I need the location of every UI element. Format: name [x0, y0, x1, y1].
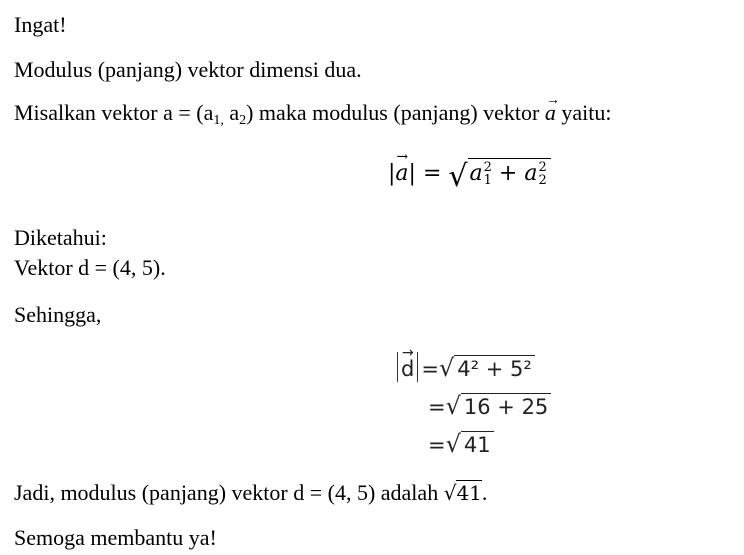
- conclusion-body: Jadi, modulus (panjang) vektor d = (4, 5) adalah: [14, 480, 444, 505]
- conclusion-end: .: [481, 480, 488, 505]
- definition-suffix: ) maka modulus (panjang) vektor: [246, 100, 545, 125]
- calc-step-1: [394, 352, 535, 382]
- conclusion-text: [14, 480, 487, 506]
- calc-eq-3: =: [428, 433, 446, 457]
- calc-eq-2: =: [428, 395, 446, 419]
- definition-end: yaitu:: [555, 100, 612, 125]
- formula-equals: =: [422, 161, 442, 186]
- term-1: a: [469, 161, 483, 186]
- sqrt-icon: √: [443, 481, 457, 505]
- term-2: a: [524, 161, 538, 186]
- known-label: Diketahui:: [14, 225, 107, 250]
- calc-radicand-1: 4² + 5²: [454, 355, 535, 381]
- plus: +: [498, 161, 518, 186]
- known-value: Vektor d = (4, 5).: [14, 255, 166, 280]
- power-2: 2: [538, 160, 547, 175]
- calc-step-2: [428, 392, 551, 420]
- index-1: 1: [483, 173, 492, 188]
- conclusion-root: 41: [456, 481, 482, 505]
- formula-radicand: [468, 158, 551, 187]
- sqrt-icon: √: [445, 392, 461, 420]
- power-1: 2: [483, 160, 492, 175]
- topic-text: Modulus (panjang) vektor dimensi dua.: [14, 57, 362, 82]
- index-2: 2: [538, 173, 547, 188]
- calc-eq-1: =: [421, 357, 439, 381]
- calc-vector: → d: [401, 357, 414, 381]
- vector-a: → a: [545, 100, 556, 126]
- formula-vector: → a: [395, 161, 408, 186]
- therefore-text: Sehingga,: [14, 302, 102, 327]
- subscript-2: 2: [239, 113, 247, 128]
- sqrt-icon: √: [445, 430, 461, 458]
- calc-radicand-2: 16 + 25: [461, 393, 551, 419]
- intro-text: Ingat!: [14, 12, 67, 37]
- modulus-formula: |→ a| = √a 2 1 + a 2 2: [388, 158, 551, 194]
- definition-text: [14, 100, 611, 134]
- subscript-1: 1,: [213, 113, 224, 128]
- sqrt-icon: √: [438, 354, 455, 382]
- sqrt-icon: √: [448, 159, 468, 194]
- definition-prefix: Misalkan vektor a = (a: [14, 100, 214, 125]
- closing-text: Semoga membantu ya!: [14, 525, 217, 550]
- definition-mid: a: [223, 100, 240, 125]
- calc-radicand-3: 41: [461, 431, 494, 457]
- calc-step-3: [428, 430, 494, 458]
